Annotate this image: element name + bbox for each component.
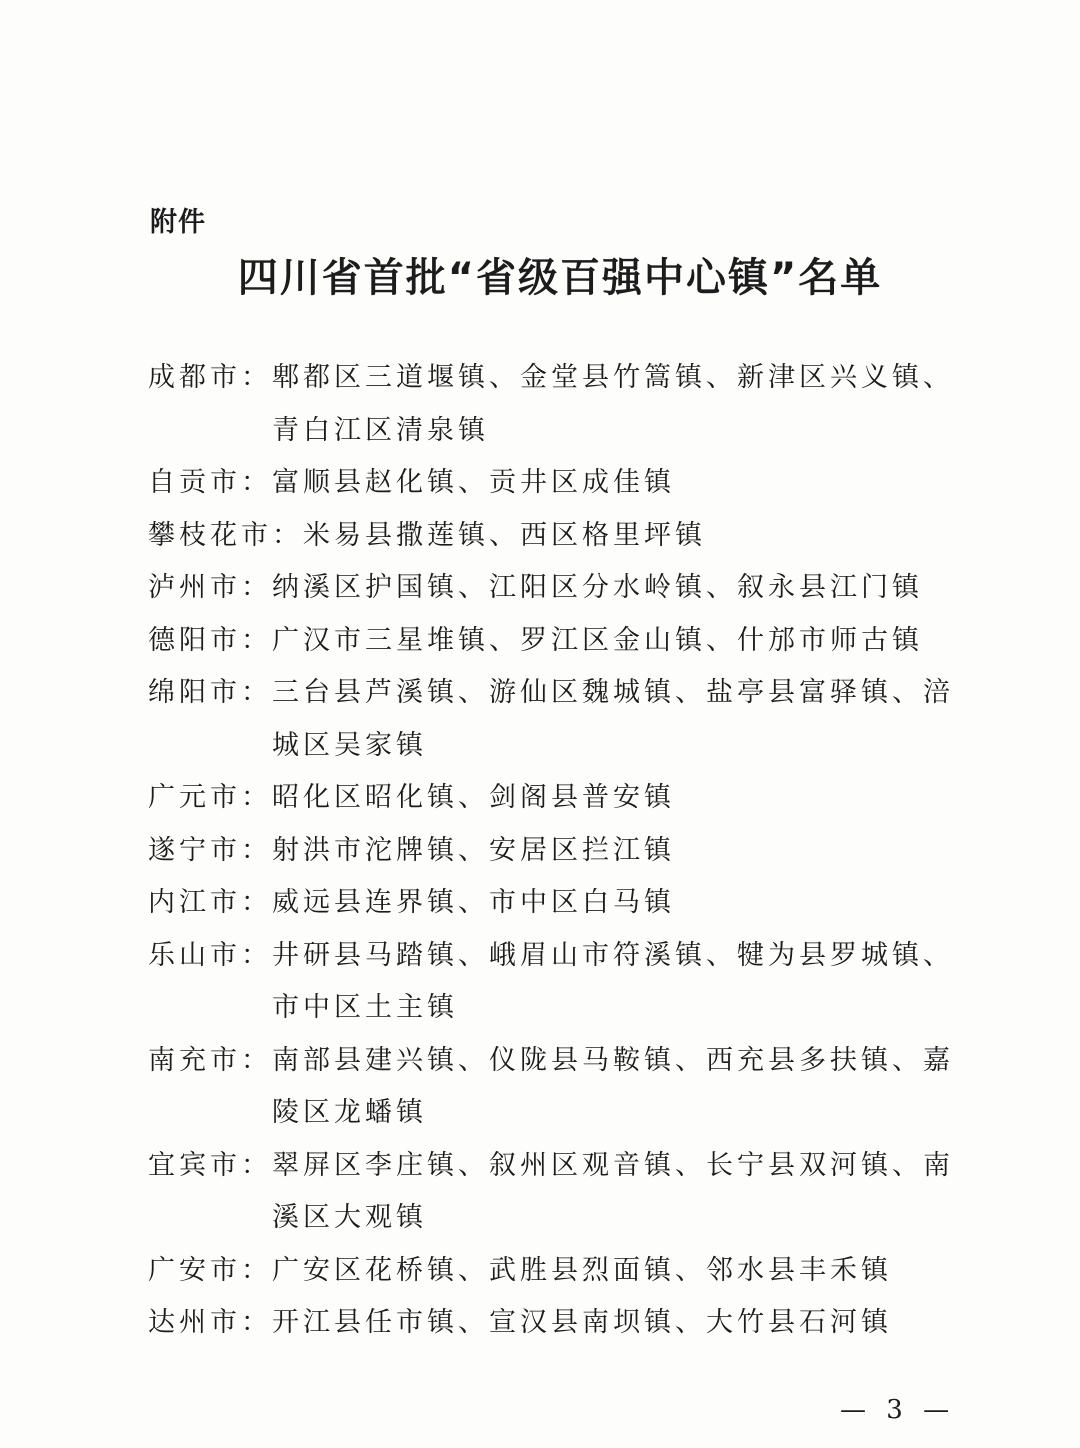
- town-names: 米易县撒莲镇、西区格里坪镇: [303, 519, 706, 551]
- list-item: [148, 667, 958, 772]
- town-names: 广安区花桥镇、武胜县烈面镇、邻水县丰禾镇: [272, 1254, 892, 1286]
- list-item: [148, 615, 958, 668]
- list-item: [148, 1140, 958, 1245]
- town-names: 广汉市三星堆镇、罗江区金山镇、什邡市师古镇: [272, 624, 923, 656]
- city-name: 内江市：: [148, 887, 272, 918]
- list-item: [148, 562, 958, 615]
- page-number: — 3 —: [840, 1395, 956, 1425]
- town-names: 南部县建兴镇、仪陇县马鞍镇、西充县多扶镇、嘉陵区龙蟠镇: [272, 1044, 954, 1128]
- list-item: [148, 877, 958, 930]
- town-names: 昭化区昭化镇、剑阁县普安镇: [272, 782, 675, 813]
- list-item: [148, 1245, 958, 1298]
- city-name: 乐山市：: [148, 939, 272, 971]
- town-names: 威远县连界镇、市中区白马镇: [272, 887, 675, 918]
- city-name: 绵阳市：: [148, 677, 272, 708]
- town-names: 富顺县赵化镇、贡井区成佳镇: [272, 467, 675, 498]
- document-title: 四川省首批“省级百强中心镇”名单: [237, 255, 883, 301]
- city-name: 攀枝花市：: [148, 519, 303, 551]
- city-name: 达州市：: [148, 1307, 272, 1338]
- list-item: [148, 825, 958, 878]
- city-name: 广安市：: [148, 1254, 272, 1286]
- list-item: [148, 352, 958, 457]
- town-names: 开江县任市镇、宣汉县南坝镇、大竹县石河镇: [272, 1307, 892, 1338]
- town-names: 纳溪区护国镇、江阳区分水岭镇、叙永县江门镇: [272, 572, 923, 603]
- city-name: 遂宁市：: [148, 834, 272, 866]
- list-item: [148, 510, 958, 563]
- town-list: [148, 352, 958, 1350]
- city-name: 德阳市：: [148, 624, 272, 656]
- city-name: 成都市：: [148, 362, 272, 393]
- town-names: 翠屏区李庄镇、叙州区观音镇、长宁县双河镇、南溪区大观镇: [272, 1149, 954, 1233]
- city-name: 广元市：: [148, 782, 272, 813]
- list-item: [148, 457, 958, 510]
- list-item: [148, 772, 958, 825]
- town-names: 射洪市沱牌镇、安居区拦江镇: [272, 834, 675, 866]
- town-names: 三台县芦溪镇、游仙区魏城镇、盐亭县富驿镇、涪城区吴家镇: [272, 677, 954, 761]
- town-names: 井研县马踏镇、峨眉山市符溪镇、犍为县罗城镇、市中区土主镇: [272, 939, 954, 1023]
- list-item: [148, 930, 958, 1035]
- city-name: 自贡市：: [148, 467, 272, 498]
- city-name: 泸州市：: [148, 572, 272, 603]
- list-item: [148, 1035, 958, 1140]
- attachment-label: 附件: [150, 207, 206, 238]
- town-names: 郫都区三道堰镇、金堂县竹篙镇、新津区兴义镇、青白江区清泉镇: [272, 362, 954, 446]
- city-name: 南充市：: [148, 1044, 272, 1076]
- city-name: 宜宾市：: [148, 1149, 272, 1181]
- list-item: [148, 1297, 958, 1350]
